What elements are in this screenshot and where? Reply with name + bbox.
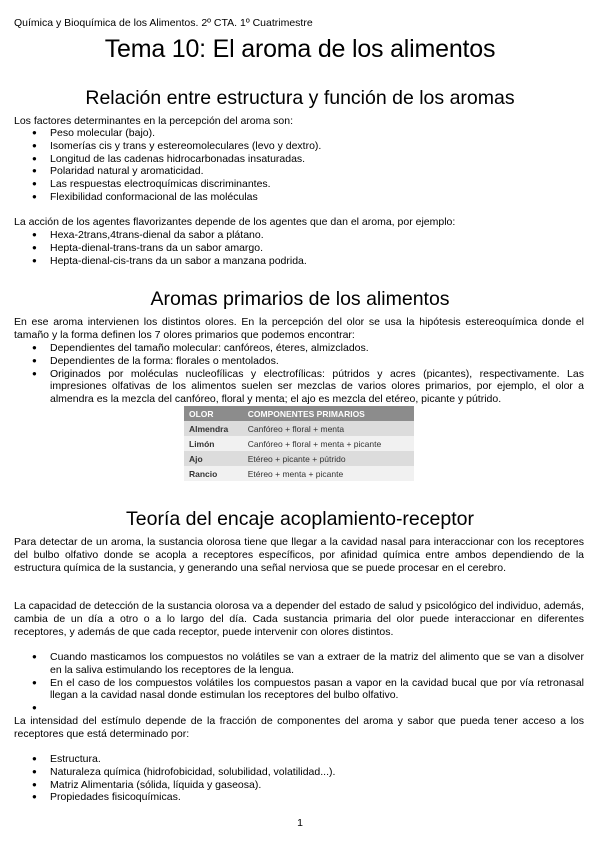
receptor-paragraph-1: Para detectar de un aroma, la sustancia olorosa tiene que llegar a la cavidad nasal para interaccionar con los receptores del bulbo olfativo donde se acopla a receptores específicos, por afinidad química entre ambos dependiendo de la estructura química de la sustancia, y generando una señal nerviosa que se puede procesar en el cerebro.	[14, 536, 584, 574]
list-item: ● Polaridad natural y aromaticidad.	[14, 165, 584, 178]
table-row	[184, 421, 414, 436]
list-item: ● Hexa-2trans,4trans-dienal da sabor a plátano.	[14, 229, 584, 242]
table-cell: Canfóreo + floral + menta + picante	[243, 436, 414, 451]
receptor-paragraph-2: La capacidad de detección de la sustancia olorosa va a depender del estado de salud y psicológico del individuo, además, cambia de un día a otro o a lo largo del día. Cada sustancia primaria del olor puede interaccionar en diferentes receptores, y además de que cada receptor, puede intervenir con olores distintos.	[14, 600, 584, 638]
factors-list	[14, 127, 584, 204]
course-header: Química y Bioquímica de los Alimentos. 2º CTA. 1º Cuatrimestre	[14, 17, 313, 29]
list-item: ● Matriz Alimentaria (sólida, líquida y gaseosa).	[14, 779, 584, 792]
table-row	[184, 436, 414, 451]
table-cell: Almendra	[184, 421, 243, 436]
factors-intro: Los factores determinantes en la percepción del aroma son:	[14, 115, 293, 127]
list-item	[14, 702, 584, 715]
list-item: ● Cuando masticamos los compuestos no volátiles se van a extraer de la matriz del alimento que se van a disolver en la saliva estimulando los receptores de la lengua.	[14, 651, 584, 677]
list-item: ● Dependientes de la forma: florales o mentolados.	[14, 355, 584, 368]
list-item: ● Peso molecular (bajo).	[14, 127, 584, 140]
list-item: ● Las respuestas electroquímicas discriminantes.	[14, 178, 584, 191]
odor-components-table	[184, 406, 414, 481]
page-title: Tema 10: El aroma de los alimentos	[104, 35, 496, 63]
primary-aromas-list	[14, 342, 584, 406]
primary-aromas-intro: En ese aroma intervienen los distintos olores. En la percepción del olor se usa la hipótesis estereoquímica donde el tamaño y la forma definen los 7 olores primarios que podemos encontrar:	[14, 316, 584, 341]
table-cell: Etéreo + picante + pútrido	[243, 451, 414, 466]
examples-list	[14, 229, 584, 267]
stimulus-intensity-paragraph: La intensidad del estímulo depende de la fracción de componentes del aroma y sabor que pueda tener acceso a los receptores que está determinado por:	[14, 715, 584, 740]
list-item: ● Isomerías cis y trans y estereomoleculares (levo y dextro).	[14, 140, 584, 153]
list-item: ● Originados por moléculas nucleofílicas y electrofílicas: pútridos y acres (picantes), respectivamente. Las impresiones olfativas de los alimentos suelen ser mezclas de varios olores primarios, por ejemplo, el olor a almendra es la mezcla del canfóreo, floral y menta; el ajo es mezcla del etéreo, picante y pútrido.	[14, 368, 584, 406]
page-number: 1	[297, 817, 303, 829]
compounds-list	[14, 651, 584, 715]
list-item: ● Propiedades fisicoquímicas.	[14, 791, 584, 804]
list-item: ● Hepta-dienal-trans-trans da un sabor amargo.	[14, 242, 584, 255]
table-row	[184, 451, 414, 466]
stimulus-factors-list	[14, 753, 584, 804]
table-cell: Etéreo + menta + picante	[243, 466, 414, 481]
list-item: ● Longitud de las cadenas hidrocarbonadas insaturadas.	[14, 153, 584, 166]
table-header-cell: COMPONENTES PRIMARIOS	[243, 406, 414, 421]
list-item: ● Hepta-dienal-cis-trans da un sabor a manzana podrida.	[14, 255, 584, 268]
table-header-row	[184, 406, 414, 421]
table-cell: Ajo	[184, 451, 243, 466]
list-item: ● Naturaleza química (hidrofobicidad, solubilidad, volatilidad...).	[14, 766, 584, 779]
flavor-agents-intro: La acción de los agentes flavorizantes depende de los agentes que dan el aroma, por ejemplo:	[14, 216, 456, 228]
table-cell: Canfóreo + floral + menta	[243, 421, 414, 436]
list-item: ● En el caso de los compuestos volátiles los compuestos pasan a vapor en la cavidad bucal que por vía retronasal llegan a la cavidad nasal donde estimulan los receptores del bulbo olfativo.	[14, 677, 584, 703]
table-cell: Rancio	[184, 466, 243, 481]
list-item: ● Flexibilidad conformacional de las moléculas	[14, 191, 584, 204]
list-item: ● Estructura.	[14, 753, 584, 766]
section-heading-primary-aromas: Aromas primarios de los alimentos	[150, 288, 450, 310]
table-cell: Limón	[184, 436, 243, 451]
table-header-cell: OLOR	[184, 406, 243, 421]
section-heading-receptor-theory: Teoría del encaje acoplamiento-receptor	[126, 508, 474, 530]
section-heading-structure-function: Relación entre estructura y función de los aromas	[85, 87, 515, 109]
list-item: ● Dependientes del tamaño molecular: canfóreos, éteres, almizclados.	[14, 342, 584, 355]
table-row	[184, 466, 414, 481]
